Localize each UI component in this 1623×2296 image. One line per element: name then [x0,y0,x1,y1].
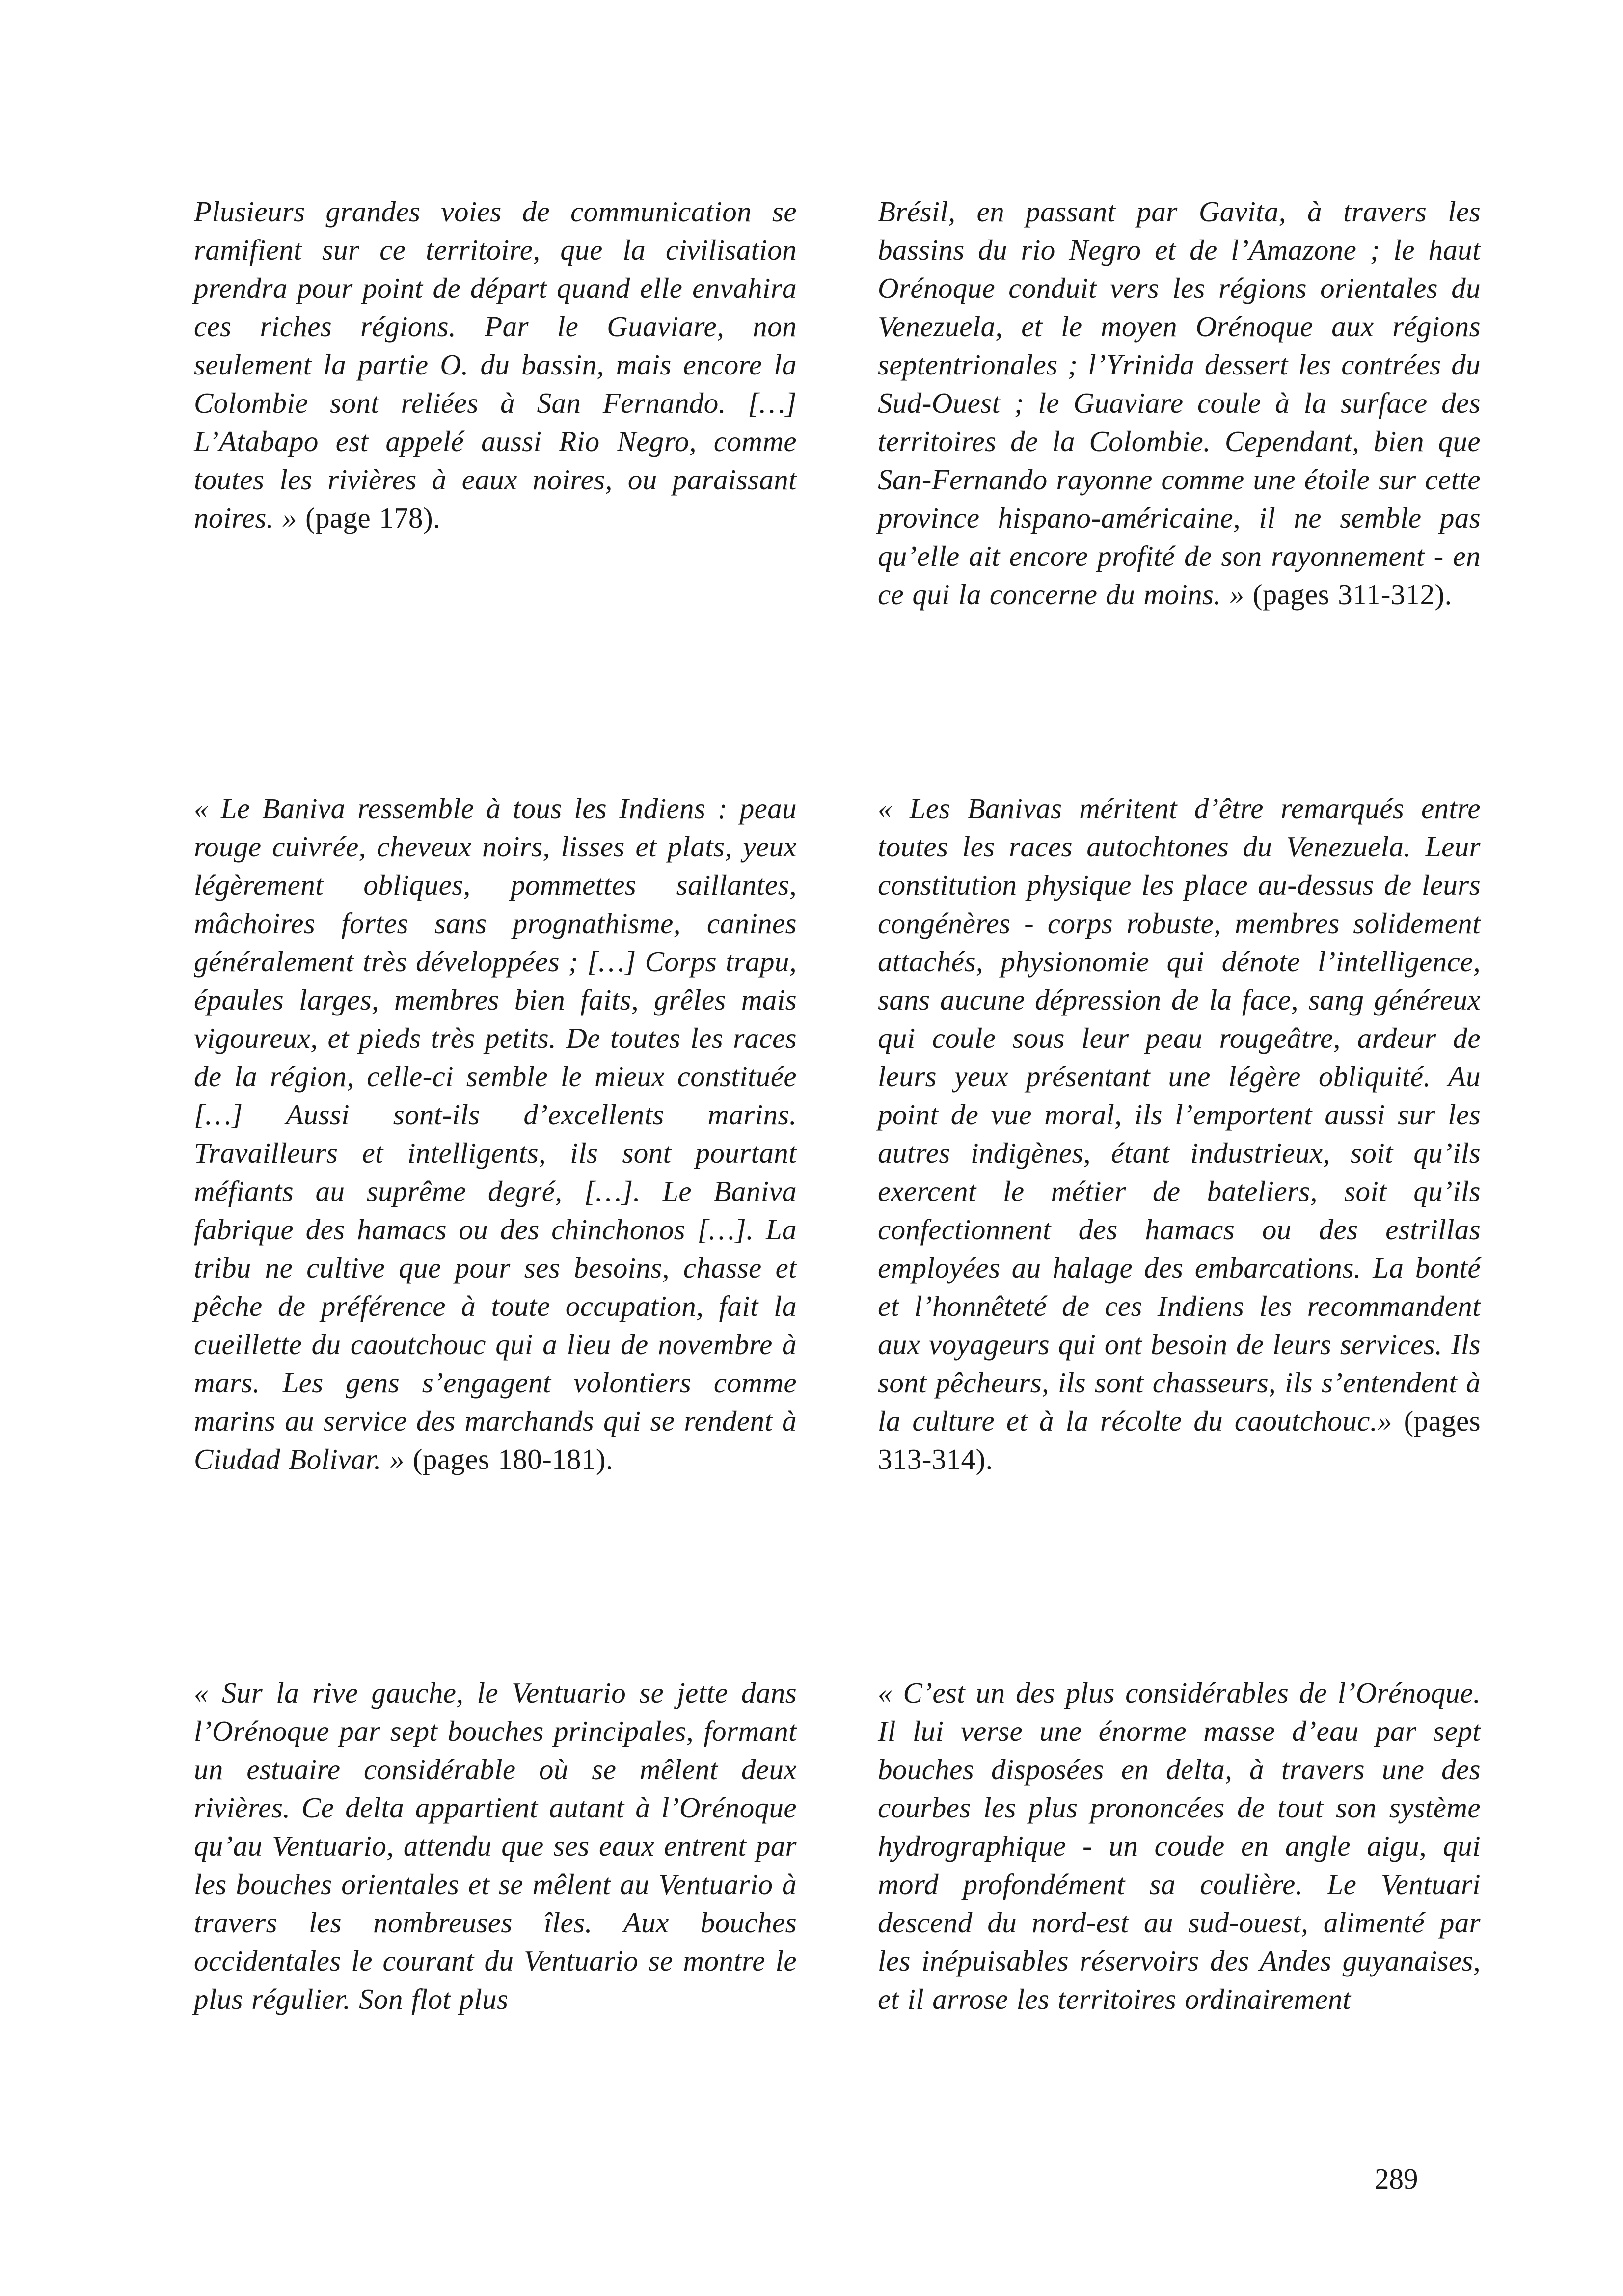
quote-text: Plusieurs grandes voies de communication se ramifient sur ce territoire, que la civilisation prendra pour point de départ quand elle envahira ces riches régions. Par le Guaviare, non seulement la partie O. du bassin, mais encore la Colombie sont reliées à San Fernando. […] L’Atabapo est appelé aussi Rio Negro, comme toutes les rivières à eaux noires, ou paraissant noires. » [194,195,797,534]
quote-block-top-left [194,192,797,537]
quote-paragraph [194,1674,797,2018]
page-reference: (pages 311-312). [1244,578,1452,611]
quote-text: Brésil, en passant par Gavita, à travers les bassins du rio Negro et de l’Amazone ; le haut Orénoque conduit vers les régions orientales du Venezuela, et le moyen Orénoque aux régions septentrionales ; l’Yrinida dessert les contrées du Sud-Ouest ; le Guaviare coule à la surface des territoires de la Colombie. Cependant, bien que San-Fernando rayonne comme une étoile sur cette province hispano-américaine, il ne semble pas qu’elle ait encore profité de son rayonnement - en ce qui la concerne du moins. » [878,195,1481,611]
quote-paragraph [878,789,1481,1478]
quote-paragraph [878,192,1481,614]
quote-text: « C’est un des plus considérables de l’Orénoque. Il lui verse une énorme masse d’eau par sept bouches disposées en delta, à travers une des courbes les plus prononcées de tout son système hydrographique - un coude en angle aigu, qui mord profondément sa coulière. Le Ventuari descend du nord-est au sud-ouest, alimenté par les inépuisables réservoirs des Andes guyanaises, et il arrose les territoires ordinairement [878,1677,1481,2015]
page-reference: (pages 313-314). [878,1405,1481,1475]
quote-block-bottom-left [194,1674,797,2018]
quote-block-middle-right [878,789,1481,1478]
quote-paragraph [878,1674,1481,2018]
quote-paragraph [194,789,797,1478]
quote-block-middle-left [194,789,797,1478]
page-number: 289 [1375,2163,1418,2195]
quote-text: « Les Banivas méritent d’être remarqués entre toutes les races autochtones du Venezuela. Leur constitution physique les place au-dessus de leurs congénères - corps robuste, membres solidement attachés, physionomie qui dénote l’intelligence, sans aucune dépression de la face, sang généreux qui coule sous leur peau rougeâtre, ardeur de leurs yeux présentant une légère obliquité. Au point de vue moral, ils l’emportent aussi sur les autres indigènes, étant industrieux, soit qu’ils exercent le métier de bateliers, soit qu’ils confectionnent des hamacs ou des estrillas employées au halage des embarcations. La bonté et l’honnêteté de ces Indiens les recommandent aux voyageurs qui ont besoin de leurs services. Ils sont pêcheurs, ils sont chasseurs, ils s’entendent à la culture et à la récolte du caoutchouc.» [878,792,1481,1437]
quote-block-bottom-right [878,1674,1481,2018]
page-reference: (page 178). [297,502,441,534]
quote-text: « Le Baniva ressemble à tous les Indiens : peau rouge cuivrée, cheveux noirs, lisses et plats, yeux légèrement obliques, pommettes saillantes, mâchoires fortes sans prognathisme, canines généralement très développées ; […] Corps trapu, épaules larges, membres bien faits, grêles mais vigoureux, et pieds très petits. De toutes les races de la région, celle-ci semble le mieux constituée […] Aussi sont-ils d’excellents marins. Travailleurs et intelligents, ils sont pourtant méfiants au suprême degré, […]. Le Baniva fabrique des hamacs ou des chinchonos […]. La tribu ne cultive que pour ses besoins, chasse et pêche de préférence à toute occupation, fait la cueillette du caoutchouc qui a lieu de novembre à mars. Les gens s’engagent volontiers comme marins au service des marchands qui se rendent à Ciudad Bolivar. » [194,792,797,1475]
page-reference: (pages 180-181). [404,1443,614,1475]
quote-text: « Sur la rive gauche, le Ventuario se jette dans l’Orénoque par sept bouches principales, formant un estuaire considérable où se mêlent deux rivières. Ce delta appartient autant à l’Orénoque qu’au Ventuario, attendu que ses eaux entrent par les bouches orientales et se mêlent au Ventuario à travers les nombreuses îles. Aux bouches occidentales le courant du Ventuario se montre le plus régulier. Son flot plus [194,1677,797,2015]
quote-paragraph [194,192,797,537]
quote-block-top-right [878,192,1481,614]
